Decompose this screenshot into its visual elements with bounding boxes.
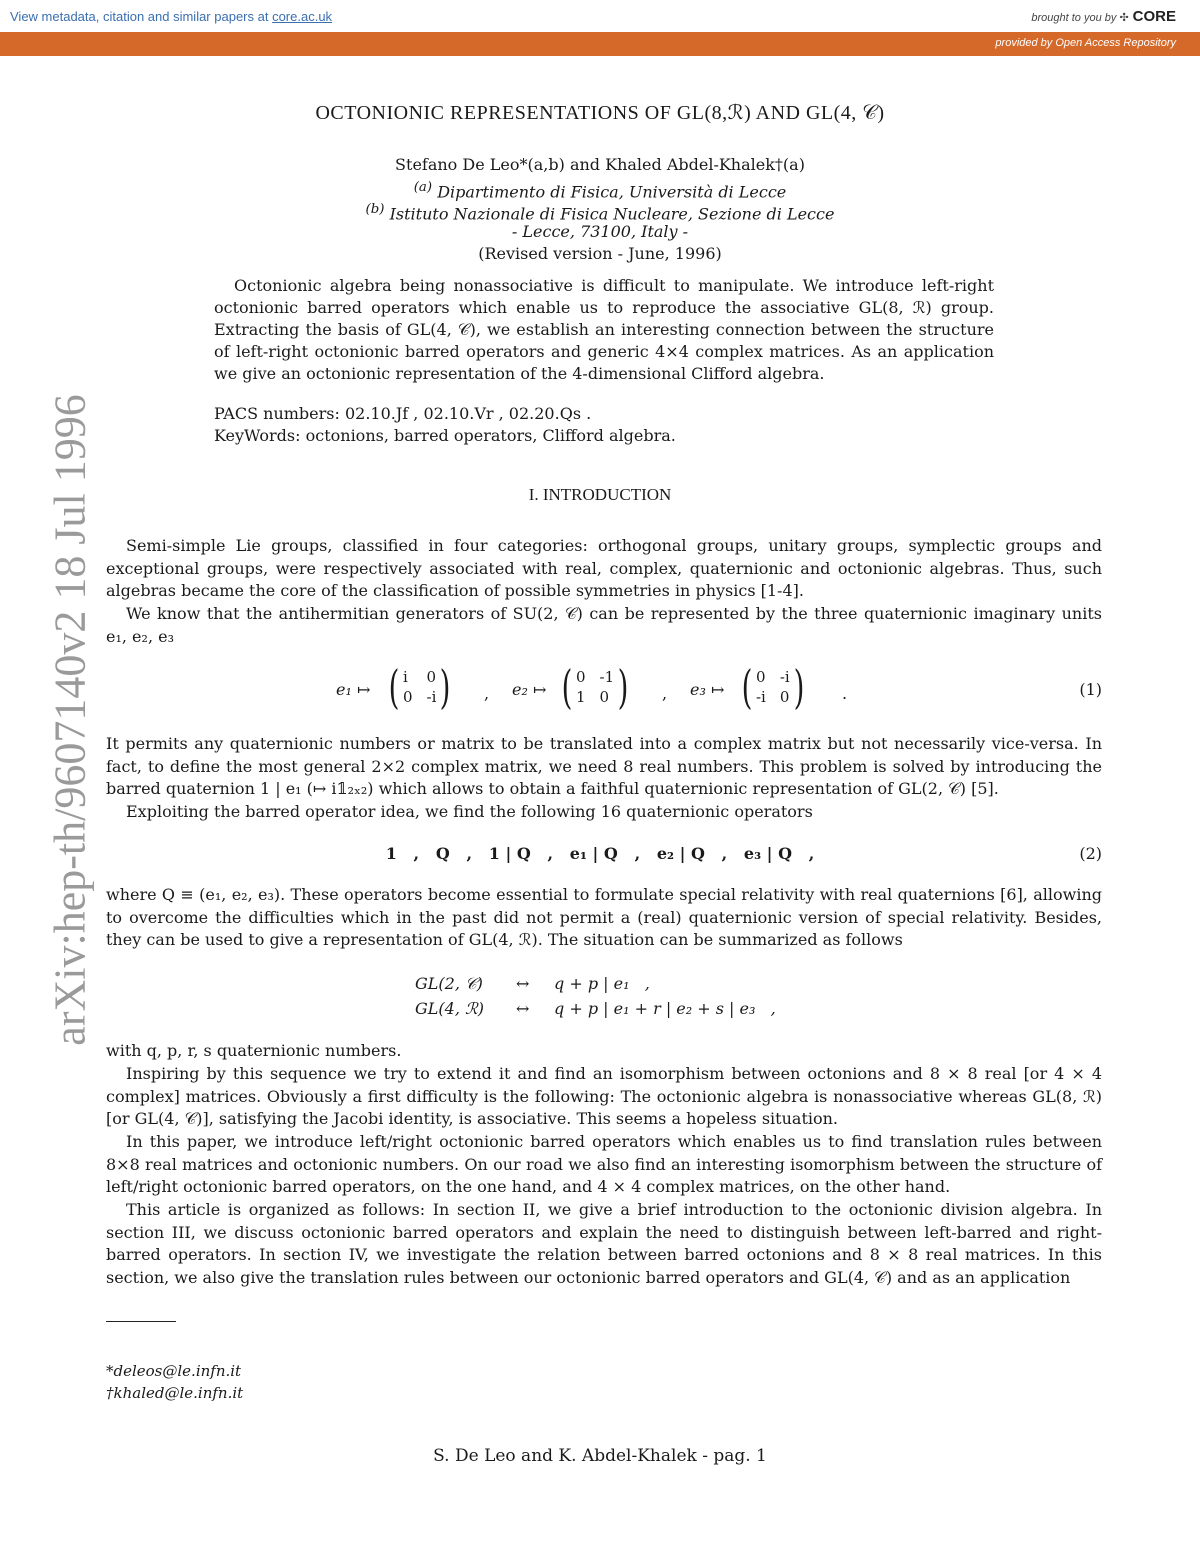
abstract: Octonionic algebra being nonassociative is difficult to manipulate. We introduce left-right octonionic barred operators which enable us to reproduce the associative GL(8, ℛ) group. Extracting the basis of GL(4, 𝒞), we establish an interesting connection between the structure of left-right octonionic barred operators and generic 4×4 complex matrices. As an application we give an octonionic representation of the 4-dimensional Clifford algebra. (214, 276, 994, 383)
eq3-row1-left: GL(2, 𝒞) (415, 974, 483, 993)
eq1-matrix-e2: ( 0 -1 1 0 ) (561, 660, 629, 714)
paragraph-2: We know that the antihermitian generators of SU(2, 𝒞) can be represented by the three quaternionic imaginary units e₁, e₂, e₃ (106, 604, 1102, 646)
eq2-number: (2) (1079, 844, 1102, 863)
core-logo[interactable]: CORE (1132, 8, 1176, 25)
eq3-row2-arrow: ↔ (516, 999, 530, 1018)
metadata-prefix: View metadata, citation and similar papers at (10, 9, 273, 24)
eq1-comma: , (662, 684, 668, 703)
paragraph-8: In this paper, we introduce left/right octonionic barred operators which enables us to find translation rules between 8×8 real matrices and octonionic numbers. On our road we also find an interesting isomorphism between the structure of left/right octonionic barred operators, on the one hand, and 4 × 4 complex matrices, on the other hand. (106, 1132, 1102, 1196)
matrix-cell: 1 (575, 688, 586, 706)
eq1-comma: , (484, 684, 490, 703)
paper-title: OCTONIONIC REPRESENTATIONS OF GL(8,ℛ) AND GL(4, 𝒞) (315, 102, 885, 124)
eq1-number: (1) (1079, 680, 1102, 699)
location: - Lecce, 73100, Italy - (511, 222, 689, 241)
matrix-cell: 0 (402, 688, 413, 706)
paragraph-6: with q, p, r, s quaternionic numbers. (106, 1041, 402, 1060)
paragraph-3: It permits any quaternionic numbers or matrix to be translated into a complex matrix but not necessarily vice-versa. In fact, to define the most general 2×2 complex matrix, we need 8 real numbers. This problem is solved by introducing the barred quaternion 1 | e₁ (↦ i𝟙₂ₓ₂) which allows to obtain a faithful quaternionic representation of GL(2, 𝒞) [5]. (106, 734, 1102, 798)
matrix-cell: -i (426, 688, 437, 706)
eq3-row1-arrow: ↔ (516, 974, 530, 993)
keywords: KeyWords: octonions, barred operators, Clifford algebra. (214, 426, 676, 445)
provided-by[interactable]: provided by Open Access Repository (995, 37, 1176, 49)
matrix-cell: 0 (426, 668, 437, 686)
core-link[interactable]: core.ac.uk (272, 9, 333, 24)
brought-text: brought to you by (1031, 12, 1117, 24)
matrix-cell: i (402, 668, 408, 686)
matrix-cell: 0 (755, 668, 766, 686)
matrix-cell: 0 (599, 688, 610, 706)
affiliation-b-text: Istituto Nazionale di Fisica Nucleare, Sezione di Lecce (389, 204, 835, 224)
matrix-cell: -i (779, 668, 790, 686)
affiliation-a-text: Dipartimento di Fisica, Università di Lecce (437, 182, 787, 202)
eq3-row1-right: q + p | e₁ , (554, 974, 650, 993)
paragraph-5: where Q ≡ (e₁, e₂, e₃). These operators become essential to formulate special relativity with real quaternions [6], allowing to overcome the difficulties which in the past did not permit a (real) quaternionic version of special relativity. Besides, they can be used to give a representation of GL(4, ℛ). The situation can be summarized as follows (106, 885, 1102, 949)
core-logo-icon: ✣ (1119, 12, 1129, 24)
brought-to-you (1031, 8, 1176, 25)
authors: Stefano De Leo*(a,b) and Khaled Abdel-Khalek†(a) (395, 155, 805, 174)
matrix-cell: -i (755, 688, 766, 706)
footnote-1: *deleos@le.infn.it (106, 1362, 242, 1380)
footnote-rule (106, 1321, 176, 1322)
paragraph-7: Inspiring by this sequence we try to extend it and find an isomorphism between octonions and 8 × 8 real [or 4 × 4 complex] matrices. Obviously a first difficulty is the following: The octonionic algebra is nonassociative whereas GL(8, ℛ) [or GL(4, 𝒞)], satisfying the Jacobi identity, is associative. This seems a hopeless situation. (106, 1064, 1102, 1128)
eq1-matrix-e1: ( i 0 0 -i ) (388, 660, 451, 714)
eq1-matrix-e3: ( 0 -i -i 0 ) (741, 660, 805, 714)
equation-2: 1 , Q , 1 | Q , e₁ | Q , e₂ | Q , e₃ | Q , (385, 844, 815, 863)
affiliation-b-mark: (b) (365, 202, 385, 217)
section-title: I. INTRODUCTION (528, 485, 672, 504)
paragraph-4: Exploiting the barred operator idea, we find the following 16 quaternionic operators (126, 802, 813, 821)
metadata-notice (10, 9, 332, 24)
paragraph-1: Semi-simple Lie groups, classified in four categories: orthogonal groups, unitary groups, symplectic groups and exceptional groups, were respectively associated with real, complex, quaternionic and octonionic algebras. Thus, such algebras became the core of the classification of possible symmetries in physics [1-4]. (106, 536, 1102, 600)
matrix-cell: 0 (575, 668, 586, 686)
matrix-cell: -1 (599, 668, 615, 686)
affiliation-a-mark: (a) (413, 180, 433, 195)
footnote-2: †khaled@le.infn.it (106, 1384, 244, 1402)
paragraph-9: This article is organized as follows: In section II, we give a brief introduction to the octonionic division algebra. In section III, we discuss octonionic barred operators and explain the need to distinguish between left-barred and right-barred operators. In section IV, we investigate the relation between barred octonions and 8 × 8 real matrices. In this section, we also give the translation rules between our octonionic barred operators and GL(4, 𝒞) and as an application (106, 1200, 1102, 1287)
eq1-period: . (842, 684, 848, 703)
eq1-e1-label: e₁ ↦ (336, 680, 371, 699)
core-banner (0, 0, 1200, 32)
page-footer: S. De Leo and K. Abdel-Khalek - pag. 1 (433, 1446, 767, 1466)
matrix-cell: 0 (779, 688, 790, 706)
eq1-e2-label: e₂ ↦ (512, 680, 547, 699)
eq3-row2-left: GL(4, ℛ) (415, 999, 485, 1018)
arxiv-stamp: arXiv:hep-th/9607140v2 18 Jul 1996 (45, 394, 95, 1046)
eq3-row2-right: q + p | e₁ + r | e₂ + s | e₃ , (554, 999, 776, 1018)
revised-note: (Revised version - June, 1996) (478, 244, 722, 263)
pacs-numbers: PACS numbers: 02.10.Jf , 02.10.Vr , 02.20.Qs . (214, 404, 592, 423)
eq1-e3-label: e₃ ↦ (690, 680, 725, 699)
